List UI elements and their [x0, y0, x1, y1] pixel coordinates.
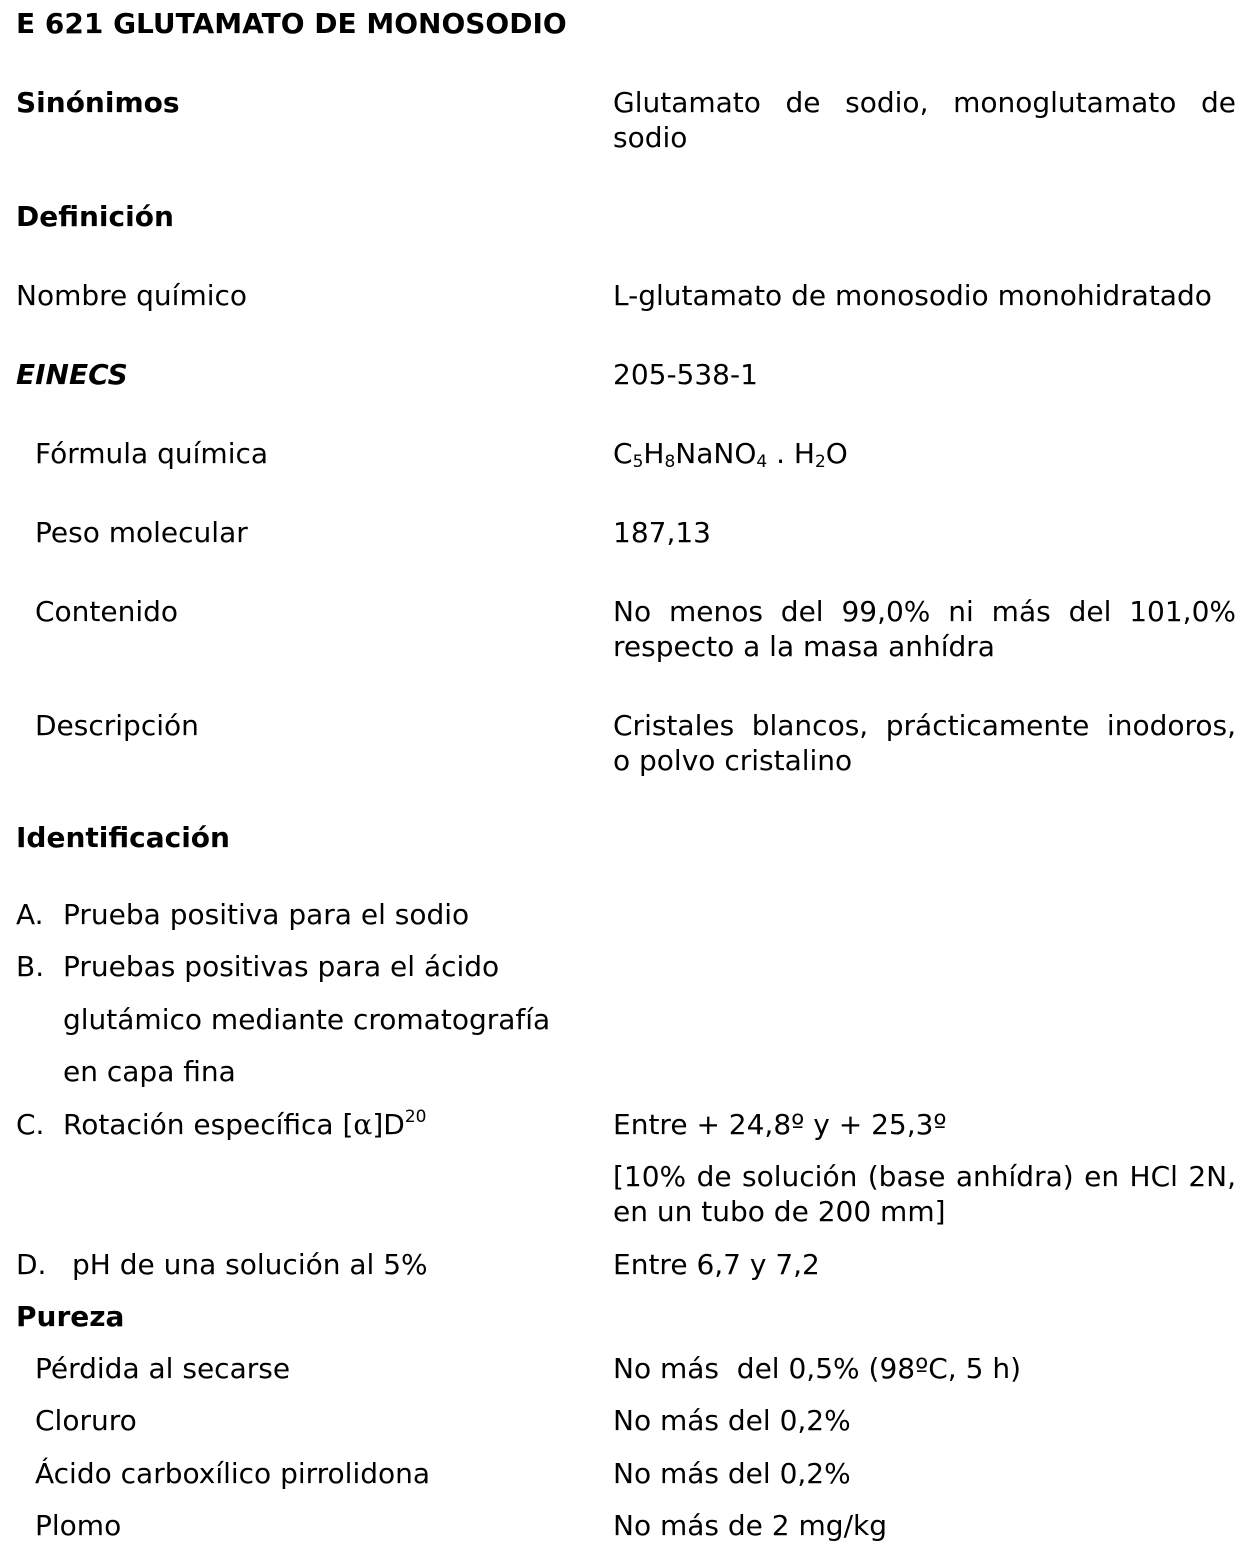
purity-item-value: No más del 0,2% [613, 1404, 851, 1437]
definition-heading: Definición [16, 200, 174, 233]
identification-heading: Identificación [16, 821, 230, 854]
description-label: Descripción [35, 709, 199, 742]
purity-item-value: No más del 0,5% (98ºC, 5 h) [613, 1352, 1021, 1385]
purity-item-label: Pérdida al secarse [35, 1352, 291, 1385]
molecular-weight-label: Peso molecular [35, 516, 248, 549]
ph-value: Entre 6,7 y 7,2 [613, 1248, 820, 1281]
page-title: E 621 GLUTAMATO DE MONOSODIO [16, 7, 567, 40]
specific-rotation-value: Entre + 24,8º y + 25,3º [613, 1108, 947, 1141]
synonyms-value: Glutamato de sodio, monoglutamato de sodio [613, 86, 1236, 154]
einecs-value: 205-538-1 [613, 358, 758, 391]
synonyms-label: Sinónimos [16, 86, 180, 119]
chemical-name-label: Nombre químico [16, 279, 248, 312]
content-value: No menos del 99,0% ni más del 101,0% respecto a la masa anhídra [613, 595, 1236, 663]
purity-item-label: Cloruro [35, 1404, 137, 1437]
purity-item-label: Ácido carboxílico pirrolidona [35, 1457, 431, 1490]
identification-item-d: D. pH de una solución al 5% [16, 1248, 428, 1281]
chemical-name-value: L-glutamato de monosodio monohidratado [613, 279, 1212, 312]
purity-item-value: No más del 0,2% [613, 1457, 851, 1490]
identification-item-a: A. Prueba positiva para el sodio [16, 898, 470, 931]
purity-heading: Pureza [16, 1300, 125, 1333]
identification-item-b-line2: glutámico mediante cromatografía [63, 1003, 551, 1036]
identification-item-b: B. Pruebas positivas para el ácido [16, 950, 500, 983]
identification-item-b-line3: en capa fina [63, 1055, 236, 1088]
purity-item-value: No más de 2 mg/kg [613, 1509, 887, 1542]
specific-rotation-note: [10% de solución (base anhídra) en HCl 2N, en un tubo de 200 mm] [613, 1160, 1236, 1228]
identification-item-c: C. Rotación específica $[\alpha]D^{20}$ [16, 1107, 427, 1141]
content-label: Contenido [35, 595, 179, 628]
purity-item-label: Plomo [35, 1509, 122, 1542]
einecs-label: EINECS [16, 358, 128, 391]
description-value: Cristales blancos, prácticamente inodoros, o polvo cristalino [613, 709, 1236, 777]
molecular-weight-value: 187,13 [613, 516, 711, 549]
formula-value: $C_5H_8NaNO_4$ . $H_2O$ [613, 437, 848, 472]
formula-label: Fórmula química [35, 437, 269, 470]
